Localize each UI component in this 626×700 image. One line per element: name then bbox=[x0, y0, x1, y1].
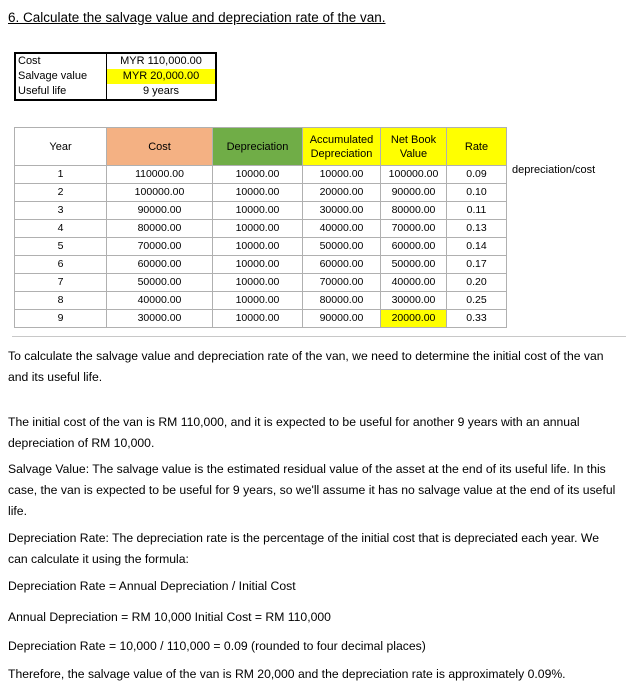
header-text: Value bbox=[399, 147, 428, 160]
cell-accumulated: 80000.00 bbox=[303, 292, 381, 310]
summary-value-highlighted: MYR 20,000.00 bbox=[107, 69, 217, 84]
cell-accumulated: 90000.00 bbox=[303, 310, 381, 328]
summary-label: Useful life bbox=[15, 84, 107, 100]
cell-cost: 50000.00 bbox=[107, 274, 213, 292]
cell-year: 7 bbox=[15, 274, 107, 292]
summary-row-useful-life bbox=[15, 84, 216, 100]
rate-formula-note: depreciation/cost bbox=[512, 164, 596, 176]
cell-nbv: 50000.00 bbox=[381, 256, 447, 274]
table-row bbox=[15, 184, 507, 202]
cell-year: 5 bbox=[15, 238, 107, 256]
cell-depreciation: 10000.00 bbox=[213, 292, 303, 310]
summary-value: 9 years bbox=[142, 85, 180, 97]
header-text: Depreciation bbox=[310, 147, 373, 160]
cell-accumulated: 70000.00 bbox=[303, 274, 381, 292]
cell-depreciation: 10000.00 bbox=[213, 256, 303, 274]
cell-accumulated: 10000.00 bbox=[303, 166, 381, 184]
cell-rate: 0.11 bbox=[447, 202, 507, 220]
summary-box bbox=[14, 52, 217, 101]
depreciation-table bbox=[14, 127, 507, 328]
cell-nbv: 70000.00 bbox=[381, 220, 447, 238]
table-row bbox=[15, 238, 507, 256]
cell-nbv: 90000.00 bbox=[381, 184, 447, 202]
cell-rate: 0.10 bbox=[447, 184, 507, 202]
cell-year: 9 bbox=[15, 310, 107, 328]
cell-cost: 80000.00 bbox=[107, 220, 213, 238]
cell-year: 1 bbox=[15, 166, 107, 184]
cell-depreciation: 10000.00 bbox=[213, 202, 303, 220]
cell-depreciation: 10000.00 bbox=[213, 184, 303, 202]
cell-accumulated: 40000.00 bbox=[303, 220, 381, 238]
table-body bbox=[15, 166, 507, 328]
table-row bbox=[15, 310, 507, 328]
paragraph-intro: To calculate the salvage value and depreciation rate of the van, we need to determine the initial cost of the van and its useful life. bbox=[8, 349, 604, 384]
paragraph-depreciation-rate: Depreciation Rate: The depreciation rate is the percentage of the initial cost that is depreciated each year. We can calculate it using the formula: bbox=[8, 531, 599, 566]
cell-year: 8 bbox=[15, 292, 107, 310]
cell-rate: 0.33 bbox=[447, 310, 507, 328]
cell-accumulated: 20000.00 bbox=[303, 184, 381, 202]
values-line: Annual Depreciation = RM 10,000 Initial Cost = RM 110,000 bbox=[8, 610, 331, 624]
header-accumulated-depreciation bbox=[303, 128, 381, 166]
summary-row-salvage bbox=[15, 69, 216, 84]
header-rate: Rate bbox=[447, 128, 507, 166]
cell-depreciation: 10000.00 bbox=[213, 310, 303, 328]
cell-year: 4 bbox=[15, 220, 107, 238]
cell-accumulated: 50000.00 bbox=[303, 238, 381, 256]
cell-nbv: 30000.00 bbox=[381, 292, 447, 310]
cell-accumulated: 30000.00 bbox=[303, 202, 381, 220]
cell-rate: 0.17 bbox=[447, 256, 507, 274]
cell-nbv: 80000.00 bbox=[381, 202, 447, 220]
table-row bbox=[15, 274, 507, 292]
cell-accumulated: 60000.00 bbox=[303, 256, 381, 274]
table-row bbox=[15, 166, 507, 184]
cell-year: 3 bbox=[15, 202, 107, 220]
header-year: Year bbox=[15, 128, 107, 166]
paragraph-initial-cost: The initial cost of the van is RM 110,000, and it is expected to be useful for another 9 years with an annual depreciation of RM 10,000. bbox=[8, 415, 580, 450]
cell-cost: 60000.00 bbox=[107, 256, 213, 274]
cell-rate: 0.09 bbox=[447, 166, 507, 184]
cell-rate: 0.25 bbox=[447, 292, 507, 310]
cell-cost: 90000.00 bbox=[107, 202, 213, 220]
cell-nbv: 40000.00 bbox=[381, 274, 447, 292]
cell-rate: 0.13 bbox=[447, 220, 507, 238]
cell-cost: 30000.00 bbox=[107, 310, 213, 328]
table-header-row bbox=[15, 128, 507, 166]
cell-nbv: 20000.00 bbox=[381, 310, 447, 328]
header-text: Accumulated bbox=[309, 133, 374, 146]
cell-cost: 110000.00 bbox=[107, 166, 213, 184]
cell-rate: 0.14 bbox=[447, 238, 507, 256]
calculation-line: Depreciation Rate = 10,000 / 110,000 = 0.09 (rounded to four decimal places) bbox=[8, 639, 426, 653]
cell-depreciation: 10000.00 bbox=[213, 238, 303, 256]
document-title: 6. Calculate the salvage value and depreciation rate of the van. bbox=[8, 10, 386, 25]
conclusion-line: Therefore, the salvage value of the van is RM 20,000 and the depreciation rate is approximately 0.09%. bbox=[8, 667, 566, 681]
summary-label: Cost bbox=[15, 53, 107, 69]
header-cost: Cost bbox=[107, 128, 213, 166]
header-net-book-value bbox=[381, 128, 447, 166]
cell-rate: 0.20 bbox=[447, 274, 507, 292]
cell-nbv: 100000.00 bbox=[381, 166, 447, 184]
cell-nbv: 60000.00 bbox=[381, 238, 447, 256]
header-text: Net Book bbox=[390, 133, 437, 146]
formula-line: Depreciation Rate = Annual Depreciation / Initial Cost bbox=[8, 579, 296, 593]
summary-value: MYR 110,000.00 bbox=[120, 55, 202, 67]
summary-row-cost bbox=[15, 53, 216, 69]
cell-year: 2 bbox=[15, 184, 107, 202]
table-row bbox=[15, 256, 507, 274]
table-row bbox=[15, 220, 507, 238]
cell-depreciation: 10000.00 bbox=[213, 220, 303, 238]
cell-depreciation: 10000.00 bbox=[213, 166, 303, 184]
cell-cost: 100000.00 bbox=[107, 184, 213, 202]
cell-depreciation: 10000.00 bbox=[213, 274, 303, 292]
header-depreciation: Depreciation bbox=[213, 128, 303, 166]
table-row bbox=[15, 202, 507, 220]
cell-cost: 70000.00 bbox=[107, 238, 213, 256]
paragraph-salvage-value: Salvage Value: The salvage value is the estimated residual value of the asset at the end of its useful life. In this case, the van is expected to be useful for 9 years, so we'll assume it has no salvage value at the end of its useful life. bbox=[8, 462, 616, 518]
cell-year: 6 bbox=[15, 256, 107, 274]
summary-label: Salvage value bbox=[15, 69, 107, 84]
table-row bbox=[15, 292, 507, 310]
cell-cost: 40000.00 bbox=[107, 292, 213, 310]
